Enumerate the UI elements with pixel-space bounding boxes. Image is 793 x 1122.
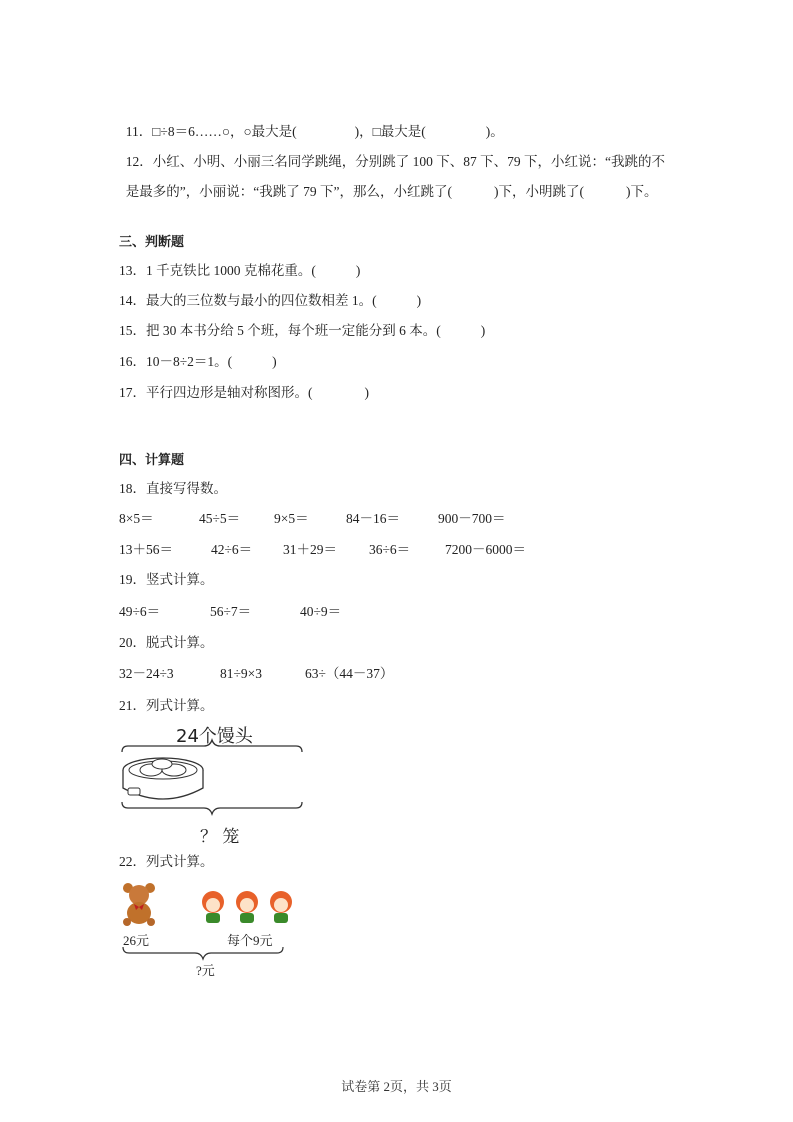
expression: 49÷6＝ xyxy=(119,604,161,619)
question-text: 17．平行四边形是轴对称图形。( xyxy=(119,385,313,400)
section-heading-true-false: 三、判断题 xyxy=(119,235,185,250)
doll-icons xyxy=(196,890,306,930)
expression: 40÷9＝ xyxy=(300,604,342,619)
expression: 45÷5＝ xyxy=(199,511,241,526)
bracket-close: ) xyxy=(480,323,486,338)
teddy-bear-icon xyxy=(120,882,160,926)
question-text: 是最多的”，小丽说：“我跳了 79 下”，那么，小红跳了( xyxy=(125,184,452,199)
expression: 31＋29＝ xyxy=(283,542,337,557)
expression: 7200－6000＝ xyxy=(445,542,526,557)
question-text: 16．10－8÷2＝1。( xyxy=(119,354,233,369)
expression: 81÷9×3 xyxy=(220,666,263,681)
question-20-title: 20．脱式计算。 xyxy=(119,635,214,650)
doll-icon xyxy=(236,891,258,923)
doll-icon xyxy=(202,891,224,923)
bracket-close: ) xyxy=(416,293,422,308)
question-number: 11． xyxy=(125,124,153,139)
question-text: 小红、小明、小丽三名同学跳绳，分别跳了 100 下、87 下、79 下，小红说：“我跳的不 xyxy=(152,154,665,169)
question-13 xyxy=(119,262,360,280)
bracket-close: ) xyxy=(355,263,361,278)
question-15 xyxy=(119,322,485,340)
question-text: 15．把 30 本书分给 5 个班，每个班一定能分到 6 本。( xyxy=(119,323,441,338)
expression: 56÷7＝ xyxy=(210,604,252,619)
question-text: 14．最大的三位数与最小的四位数相差 1。( xyxy=(119,293,377,308)
question-19-title: 19．竖式计算。 xyxy=(119,572,214,587)
question-text: )。 xyxy=(485,124,504,139)
question-18-title: 18．直接写得数。 xyxy=(119,481,227,496)
question-14 xyxy=(119,292,421,310)
doll-price-label: 每个9元 xyxy=(227,933,273,948)
question-22-title: 22．列式计算。 xyxy=(119,854,214,869)
expression: 42÷6＝ xyxy=(211,542,253,557)
question-21-title: 21．列式计算。 xyxy=(119,698,214,713)
expression: 36÷6＝ xyxy=(369,542,411,557)
expression: 63÷（44－37） xyxy=(305,666,394,681)
bracket-close: ) xyxy=(364,385,369,400)
question-number: 12． xyxy=(125,154,153,169)
section-heading-calculation: 四、计算题 xyxy=(119,453,185,468)
bear-price-label: 26元 xyxy=(123,933,150,948)
doll-icon xyxy=(270,891,292,923)
total-price-label: ?元 xyxy=(196,963,215,978)
question-text: )下，小明跳了( xyxy=(493,184,584,199)
question-text: □÷8＝6……○，○最大是( xyxy=(152,124,297,139)
bracket-close: ) xyxy=(272,354,277,369)
figure-bottom-label: ？ 笼 xyxy=(200,827,240,847)
page-footer: 试卷第 2页，共 3页 xyxy=(341,1079,452,1094)
expression: 84－16＝ xyxy=(346,511,400,526)
question-12-line2 xyxy=(119,165,657,201)
expression: 13＋56＝ xyxy=(119,542,173,557)
question-text: )下。 xyxy=(625,184,658,199)
question-text: 13．1 千克铁比 1000 克棉花重。( xyxy=(119,263,316,278)
expression: 8×5＝ xyxy=(119,511,154,526)
expression: 9×5＝ xyxy=(274,511,309,526)
expression: 32－24÷3 xyxy=(119,666,174,681)
question-16 xyxy=(119,353,277,371)
question-17 xyxy=(119,384,369,402)
expression: 900－700＝ xyxy=(438,511,506,526)
figure-top-label: 24个馒头 xyxy=(176,726,253,747)
question-text: )，□最大是( xyxy=(354,124,426,139)
